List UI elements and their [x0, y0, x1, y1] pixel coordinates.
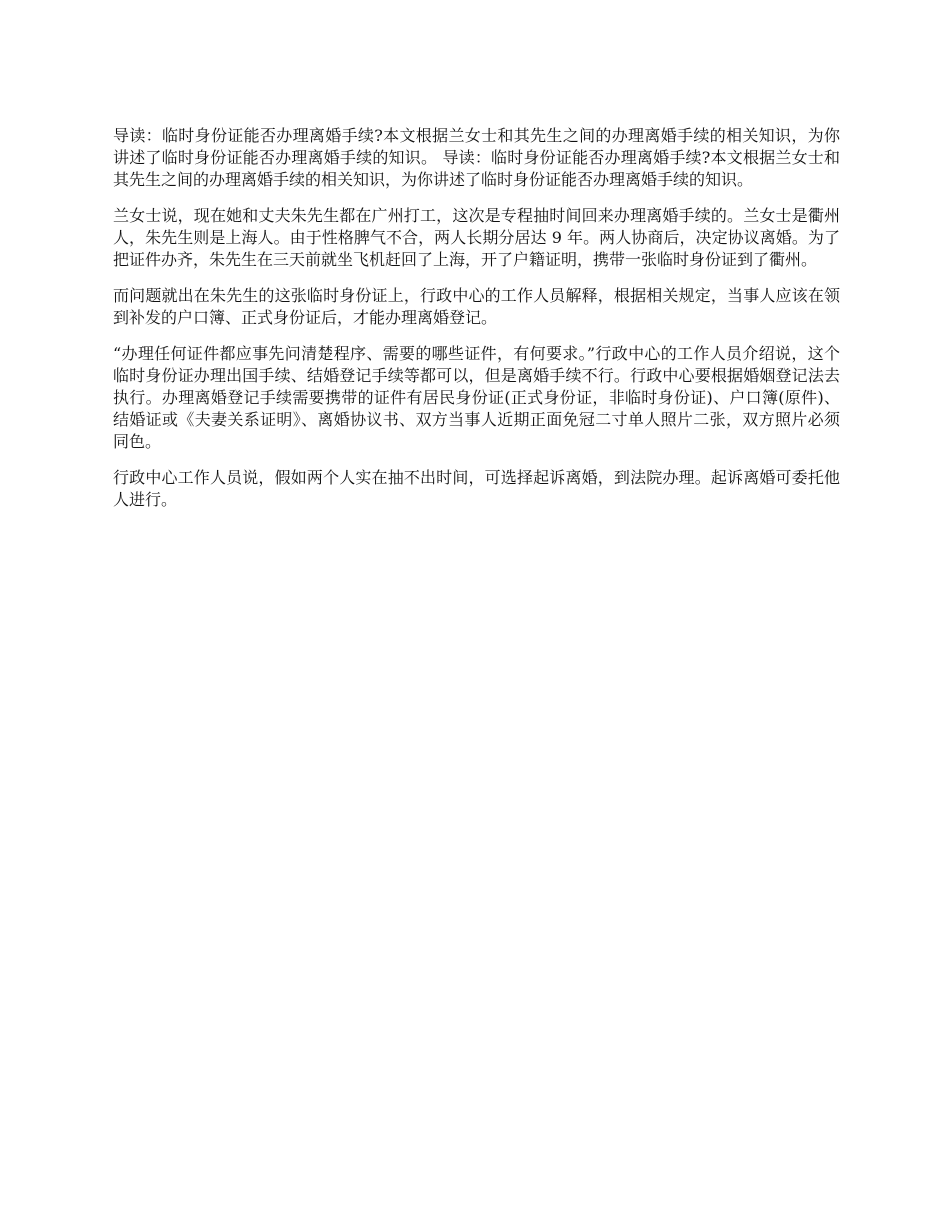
intro-paragraph: 导读：临时身份证能否办理离婚手续?本文根据兰女士和其先生之间的办理离婚手续的相关知识，为你讲述了临时身份证能否办理离婚手续的知识。 导读：临时身份证能否办理离婚手续?本文根据兰女士和其先生之间的办理离婚手续的相关知识，为你讲述了临时身份证能否办理离婚手续的知识。 — [113, 126, 840, 189]
document-body — [113, 125, 840, 525]
problem-paragraph: 而问题就出在朱先生的这张临时身份证上，行政中心的工作人员解释，根据相关规定，当事人应该在领到补发的户口簿、正式身份证后，才能办理离婚登记。 — [113, 286, 840, 327]
requirements-paragraph: “办理任何证件都应事先问清楚程序、需要的哪些证件，有何要求。”行政中心的工作人员介绍说，这个临时身份证办理出国手续、结婚登记手续等都可以，但是离婚手续不行。行政中心要根据婚姻登记法去执行。办理离婚登记手续需要携带的证件有居民身份证(正式身份证，非临时身份证)、户口簿(原件)、结婚证或《夫妻关系证明》、离婚协议书、双方当事人近期正面免冠二寸单人照片二张，双方照片必须同色。 — [113, 344, 840, 451]
alternative-paragraph: 行政中心工作人员说，假如两个人实在抽不出时间，可选择起诉离婚，到法院办理。起诉离婚可委托他人进行。 — [113, 468, 840, 509]
story-paragraph: 兰女士说，现在她和丈夫朱先生都在广州打工，这次是专程抽时间回来办理离婚手续的。兰女士是衢州人，朱先生则是上海人。由于性格脾气不合，两人长期分居达 9 年。两人协商后，决定协议离婚。为了把证件办齐，朱先生在三天前就坐飞机赶回了上海，开了户籍证明，携带一张临时身份证到了衢州。 — [113, 206, 840, 269]
